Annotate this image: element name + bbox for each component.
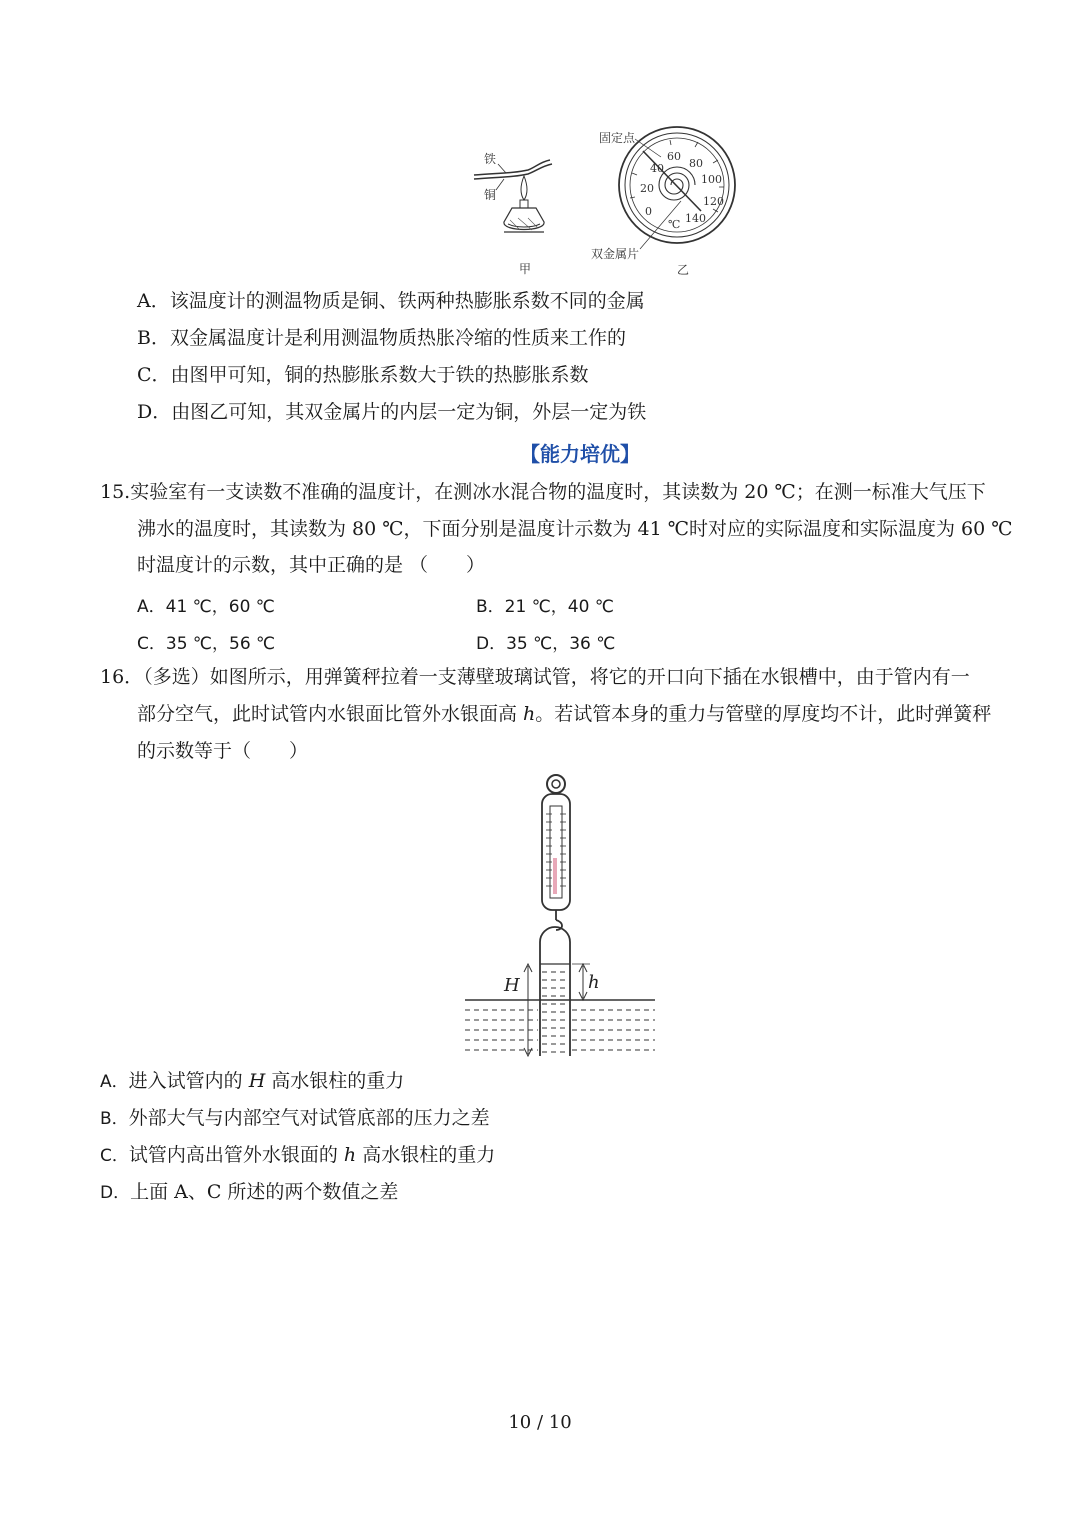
scale-indicator [553, 858, 557, 894]
q16-stem-line2: 部分空气，此时试管内水银面比管外水银面高 h。若试管本身的重力与管壁的厚度均不计，此时弹簧秤 [137, 703, 992, 725]
q15-option-b: B．21 ℃，40 ℃ [476, 597, 614, 617]
option-text: 双金属温度计是利用测温物质热胀冷缩的性质来工作的 [169, 327, 626, 349]
dial-tick-140: 140 [685, 212, 706, 225]
page-number: 10 / 10 [508, 1412, 572, 1433]
figure-spring-scale-tube [460, 772, 660, 1062]
q14-option-a [137, 288, 645, 314]
q16-number: 16． [100, 666, 144, 688]
variable-H: H [248, 1070, 266, 1092]
spring-scale-drawing [460, 772, 660, 1062]
q14-option-d [137, 399, 646, 425]
q15-stem-line1: 15.实验室有一支读数不准确的温度计，在测冰水混合物的温度时，其读数为 20 ℃；在测一标准大气压下 [100, 481, 986, 503]
dial-tick-20: 20 [640, 182, 654, 195]
figure-yi-caption: 乙 [677, 263, 690, 277]
dial-tick-120: 120 [703, 195, 724, 208]
figure-jia [460, 140, 600, 280]
dial-tick-80: 80 [689, 157, 703, 170]
q15-number: 15. [100, 481, 131, 503]
option-text: 该温度计的测温物质是铜、铁两种热膨胀系数不同的金属 [169, 290, 645, 312]
label-fixed-point: 固定点 [599, 131, 636, 145]
dial-tick-40: 40 [650, 162, 664, 175]
option-letter: A． [137, 290, 170, 312]
section-title: 【能力培优】 [520, 442, 640, 466]
variable-h: h [523, 703, 536, 725]
q16-stem-line1: 16．（多选）如图所示，用弹簧秤拉着一支薄壁玻璃试管，将它的开口向下插在水银槽中，由于管内有一 [100, 666, 970, 688]
option-text: 由图甲可知，铜的热膨胀系数大于铁的热膨胀系数 [170, 364, 589, 386]
figure-label-h: h [588, 972, 600, 993]
dial-tick-60: 60 [667, 150, 681, 163]
q16-option-c: C．试管内高出管外水银面的 h 高水银柱的重力 [100, 1144, 496, 1166]
q14-option-c [137, 362, 589, 388]
dial-unit: ℃ [668, 218, 681, 231]
q16-option-d: D．上面 A、C 所述的两个数值之差 [100, 1181, 399, 1203]
option-text: 由图乙可知，其双金属片的内层一定为铜，外层一定为铁 [171, 401, 647, 423]
q15-stem-line3: 时温度计的示数，其中正确的是 （ ） [137, 554, 486, 576]
q15-option-a: A．41 ℃，60 ℃ [137, 597, 275, 617]
label-iron: 铁 [484, 152, 497, 166]
q16-stem-line3: 的示数等于（ ） [137, 740, 309, 762]
q15-option-c: C．35 ℃，56 ℃ [137, 634, 276, 654]
q16-option-b: B．外部大气与内部空气对试管底部的压力之差 [100, 1107, 490, 1129]
bimetal-strip-drawing [460, 140, 600, 280]
dial-tick-0: 0 [645, 205, 652, 218]
option-letter: D． [137, 401, 172, 423]
figure-jia-caption: 甲 [519, 262, 532, 276]
variable-h: h [343, 1144, 357, 1166]
label-bimetal: 双金属片 [591, 247, 640, 261]
figure-yi [585, 125, 755, 280]
q15-stem-line2: 沸水的温度时，其读数为 80 ℃，下面分别是温度计示数为 41 ℃时对应的实际温度和实际温度为 60 ℃ [137, 518, 1013, 540]
option-letter: C． [137, 364, 171, 386]
dial-tick-100: 100 [701, 173, 722, 186]
q16-option-a: A．进入试管内的 H 高水银柱的重力 [100, 1070, 405, 1092]
label-copper: 铜 [484, 188, 497, 202]
figure-label-H: H [504, 975, 520, 996]
option-letter: B． [137, 327, 170, 349]
q15-option-d: D．35 ℃，36 ℃ [476, 634, 616, 654]
q14-option-b [137, 325, 626, 351]
